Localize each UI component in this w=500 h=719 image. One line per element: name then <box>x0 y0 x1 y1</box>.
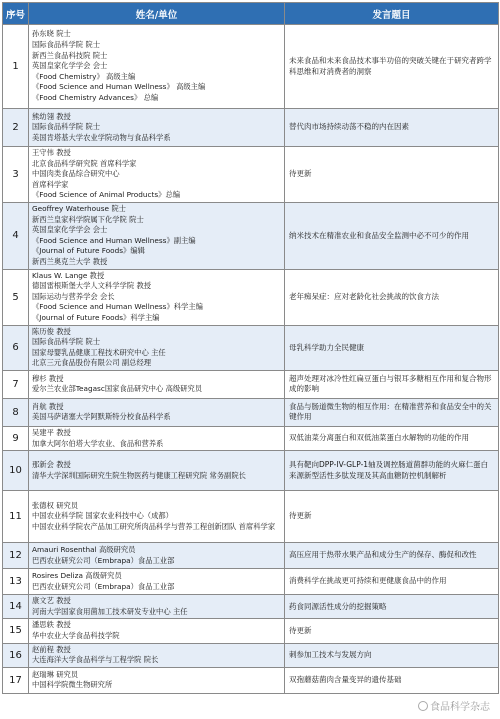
speaker-name: 赵前程 教授 <box>32 644 71 654</box>
table-row <box>3 109 499 147</box>
speaker-cell <box>29 325 285 370</box>
speaker-affiliation: 《Food Science of Animal Products》总编 <box>32 190 181 200</box>
speaker-affiliation: 巴西农业研究公司（Embrapa）食品工业部 <box>32 581 175 591</box>
row-index: 10 <box>3 451 29 491</box>
speaker-cell <box>29 203 285 270</box>
speaker-name: 那新会 教授 <box>32 460 71 470</box>
watermark <box>416 698 492 713</box>
speaker-cell <box>29 269 285 325</box>
row-index: 6 <box>3 325 29 370</box>
speaker-name: 赵瑞琳 研究员 <box>32 669 79 679</box>
row-index: 15 <box>3 619 29 643</box>
speaker-cell <box>29 370 285 398</box>
speaker-affiliation: 巴西农业研究公司（Embrapa）食品工业部 <box>32 555 175 565</box>
row-index: 3 <box>3 147 29 203</box>
speaker-affiliation: 《Food Chemistry》 高级主编 <box>32 71 136 81</box>
speaker-name: Amauri Rosenthal 高级研究员 <box>32 545 136 555</box>
speaker-cell <box>29 398 285 426</box>
talk-title: 食品与肠道微生物的相互作用：在精准营养和食品安全中的关键作用 <box>285 398 499 426</box>
speaker-affiliation: 新西兰皇家科学院属下化学院 院士 <box>32 214 144 224</box>
row-index: 2 <box>3 109 29 147</box>
talk-title: 消费科学在挑战更可持续和更健康食品中的作用 <box>285 569 499 595</box>
speaker-cell <box>29 426 285 450</box>
speaker-affiliation: 爱尔兰农业部Teagasc国家食品研究中心 高级研究员 <box>32 384 203 394</box>
speaker-affiliation: 首席科学家 <box>32 179 69 189</box>
speaker-name: 穆杉 教授 <box>32 373 64 383</box>
speaker-affiliation: 《Food Chemistry Advances》 总编 <box>32 92 159 102</box>
speaker-name: Geoffrey Waterhouse 院士 <box>32 204 126 213</box>
table-row <box>3 543 499 569</box>
speaker-affiliation: 中国科学院微生物研究所 <box>32 680 113 690</box>
talk-title: 具有靶向DPP-IV-GLP-1轴及调控肠道菌群功能的火麻仁蛋白来源新型活性多肽发现及其高血糖防控机制解析 <box>285 451 499 491</box>
speaker-name: 吴建平 教授 <box>32 427 71 437</box>
table-row <box>3 451 499 491</box>
speaker-affiliation: 国际运动与营养学会 会长 <box>32 291 115 301</box>
speaker-cell <box>29 667 285 693</box>
row-index: 12 <box>3 543 29 569</box>
speaker-affiliation: 清华大学深圳国际研究生院生物医药与健康工程研究院 常务副院长 <box>32 470 246 480</box>
row-index: 7 <box>3 370 29 398</box>
table-row <box>3 203 499 270</box>
speaker-cell <box>29 147 285 203</box>
table-row <box>3 667 499 693</box>
speaker-affiliation: 《Food Science and Human Wellness》科学主编 <box>32 302 203 312</box>
speaker-affiliation: 英国皇家化学学会 会士 <box>32 225 108 235</box>
speaker-affiliation: 《Journal of Future Foods》编辑 <box>32 246 145 256</box>
talk-title: 母乳科学助力全民健康 <box>285 325 499 370</box>
talk-title: 待更新 <box>285 147 499 203</box>
table-row <box>3 491 499 543</box>
table-row <box>3 398 499 426</box>
header-name-unit: 姓名/单位 <box>29 3 285 25</box>
talk-title: 待更新 <box>285 491 499 543</box>
table-row <box>3 569 499 595</box>
speaker-affiliation: 大连海洋大学食品科学与工程学院 院长 <box>32 655 159 665</box>
speaker-affiliation: 中国农业科学院农产品加工研究所肉品科学与营养工程创新团队 首席科学家 <box>32 521 276 531</box>
row-index: 13 <box>3 569 29 595</box>
speaker-affiliation: 《Food Science and Human Wellness》 高级主编 <box>32 82 206 92</box>
talk-title: 高压应用于热带水果产品和成分生产的保存、酶促和改性 <box>285 543 499 569</box>
talk-title: 双孢蘑菇菌肉含量变异的遗传基础 <box>285 667 499 693</box>
row-index: 4 <box>3 203 29 270</box>
speaker-name: 肖航 教授 <box>32 401 64 411</box>
table-row <box>3 325 499 370</box>
talk-title: 未来食品和未来食品技术事半功倍的突破关键在于研究者跨学科思维和对消费者的洞察 <box>285 25 499 109</box>
speaker-name: 熊幼翎 教授 <box>32 111 71 121</box>
row-index: 14 <box>3 595 29 619</box>
watermark-text: 食品科学杂志 <box>430 702 490 713</box>
speaker-name: 孙东晓 院士 <box>32 29 71 39</box>
speaker-affiliation: 国际食品科学院 院士 <box>32 40 100 50</box>
speaker-cell <box>29 491 285 543</box>
speaker-cell <box>29 25 285 109</box>
speaker-name: Rosires Deliza 高级研究员 <box>32 571 122 581</box>
speaker-name: 陈历俊 教授 <box>32 326 71 336</box>
header-index: 序号 <box>3 3 29 25</box>
row-index: 9 <box>3 426 29 450</box>
speaker-name: 张德权 研究员 <box>32 500 79 510</box>
speaker-affiliation: 美国马萨诸塞大学阿默斯特分校食品科学系 <box>32 412 171 422</box>
speaker-affiliation: 英国皇家化学学会 会士 <box>32 61 108 71</box>
row-index: 11 <box>3 491 29 543</box>
row-index: 5 <box>3 269 29 325</box>
talk-title: 药食同源活性成分的挖掘策略 <box>285 595 499 619</box>
table-row <box>3 147 499 203</box>
speaker-affiliation: 国际食品科学院 院士 <box>32 122 100 132</box>
table-row <box>3 370 499 398</box>
talk-title: 替代肉市场持续动荡不稳的内在因素 <box>285 109 499 147</box>
talk-title: 刺参加工技术与发展方向 <box>285 643 499 667</box>
speaker-affiliation: 北京三元食品股份有限公司 副总经理 <box>32 358 152 368</box>
table-row <box>3 643 499 667</box>
speaker-cell <box>29 643 285 667</box>
speaker-cell <box>29 543 285 569</box>
speaker-name: 潘思轶 教授 <box>32 620 71 630</box>
talk-title: 双低油菜分离蛋白和双低油菜蛋白水解物的功能的作用 <box>285 426 499 450</box>
speaker-affiliation: 新西兰奥克兰大学 教授 <box>32 256 108 266</box>
speaker-affiliation: 新西兰食品科技院 院士 <box>32 50 108 60</box>
table-row <box>3 595 499 619</box>
row-index: 8 <box>3 398 29 426</box>
speaker-cell <box>29 569 285 595</box>
speaker-affiliation: 美国肯塔基大学农业学院动物与食品科学系 <box>32 132 171 142</box>
speaker-affiliation: 北京食品科学研究院 首席科学家 <box>32 158 137 168</box>
speaker-table <box>2 2 499 694</box>
row-index: 16 <box>3 643 29 667</box>
speaker-name: Klaus W. Lange 教授 <box>32 270 105 280</box>
table-row <box>3 25 499 109</box>
speaker-name: 王守伟 教授 <box>32 148 71 158</box>
speaker-cell <box>29 619 285 643</box>
wechat-icon <box>418 701 428 711</box>
speaker-affiliation: 中国肉类食品综合研究中心 <box>32 169 120 179</box>
table-header-row <box>3 3 499 25</box>
header-topic: 发言题目 <box>285 3 499 25</box>
speaker-affiliation: 中国农业科学院 国家农业科技中心（成都） <box>32 511 173 521</box>
row-index: 1 <box>3 25 29 109</box>
speaker-affiliation: 《Journal of Future Foods》科学主编 <box>32 312 160 322</box>
speaker-affiliation: 国际食品科学院 院士 <box>32 337 100 347</box>
speaker-cell <box>29 595 285 619</box>
speaker-cell <box>29 109 285 147</box>
speaker-affiliation: 河南大学国家食用菌加工技术研发专业中心 主任 <box>32 606 188 616</box>
speaker-affiliation: 《Food Science and Human Wellness》副主编 <box>32 235 196 245</box>
row-index: 17 <box>3 667 29 693</box>
table-row <box>3 619 499 643</box>
speaker-affiliation: 加拿大阿尔伯塔大学农业、食品和营养系 <box>32 438 164 448</box>
speaker-cell <box>29 451 285 491</box>
talk-title: 待更新 <box>285 619 499 643</box>
speaker-affiliation: 德国雷根斯堡大学人文科学学院 教授 <box>32 281 152 291</box>
speaker-name: 康文艺 教授 <box>32 596 71 606</box>
talk-title: 老年痴呆症：应对老龄化社会挑战的饮食方法 <box>285 269 499 325</box>
talk-title: 纳米技术在精准农业和食品安全监测中必不可少的作用 <box>285 203 499 270</box>
table-row <box>3 269 499 325</box>
table-row <box>3 426 499 450</box>
talk-title: 超声处理对冰冷性红扁豆蛋白与银耳多糖相互作用和复合物形成的影响 <box>285 370 499 398</box>
speaker-affiliation: 华中农业大学食品科技学院 <box>32 630 120 640</box>
speaker-affiliation: 国家母婴乳品健康工程技术研究中心 主任 <box>32 347 166 357</box>
